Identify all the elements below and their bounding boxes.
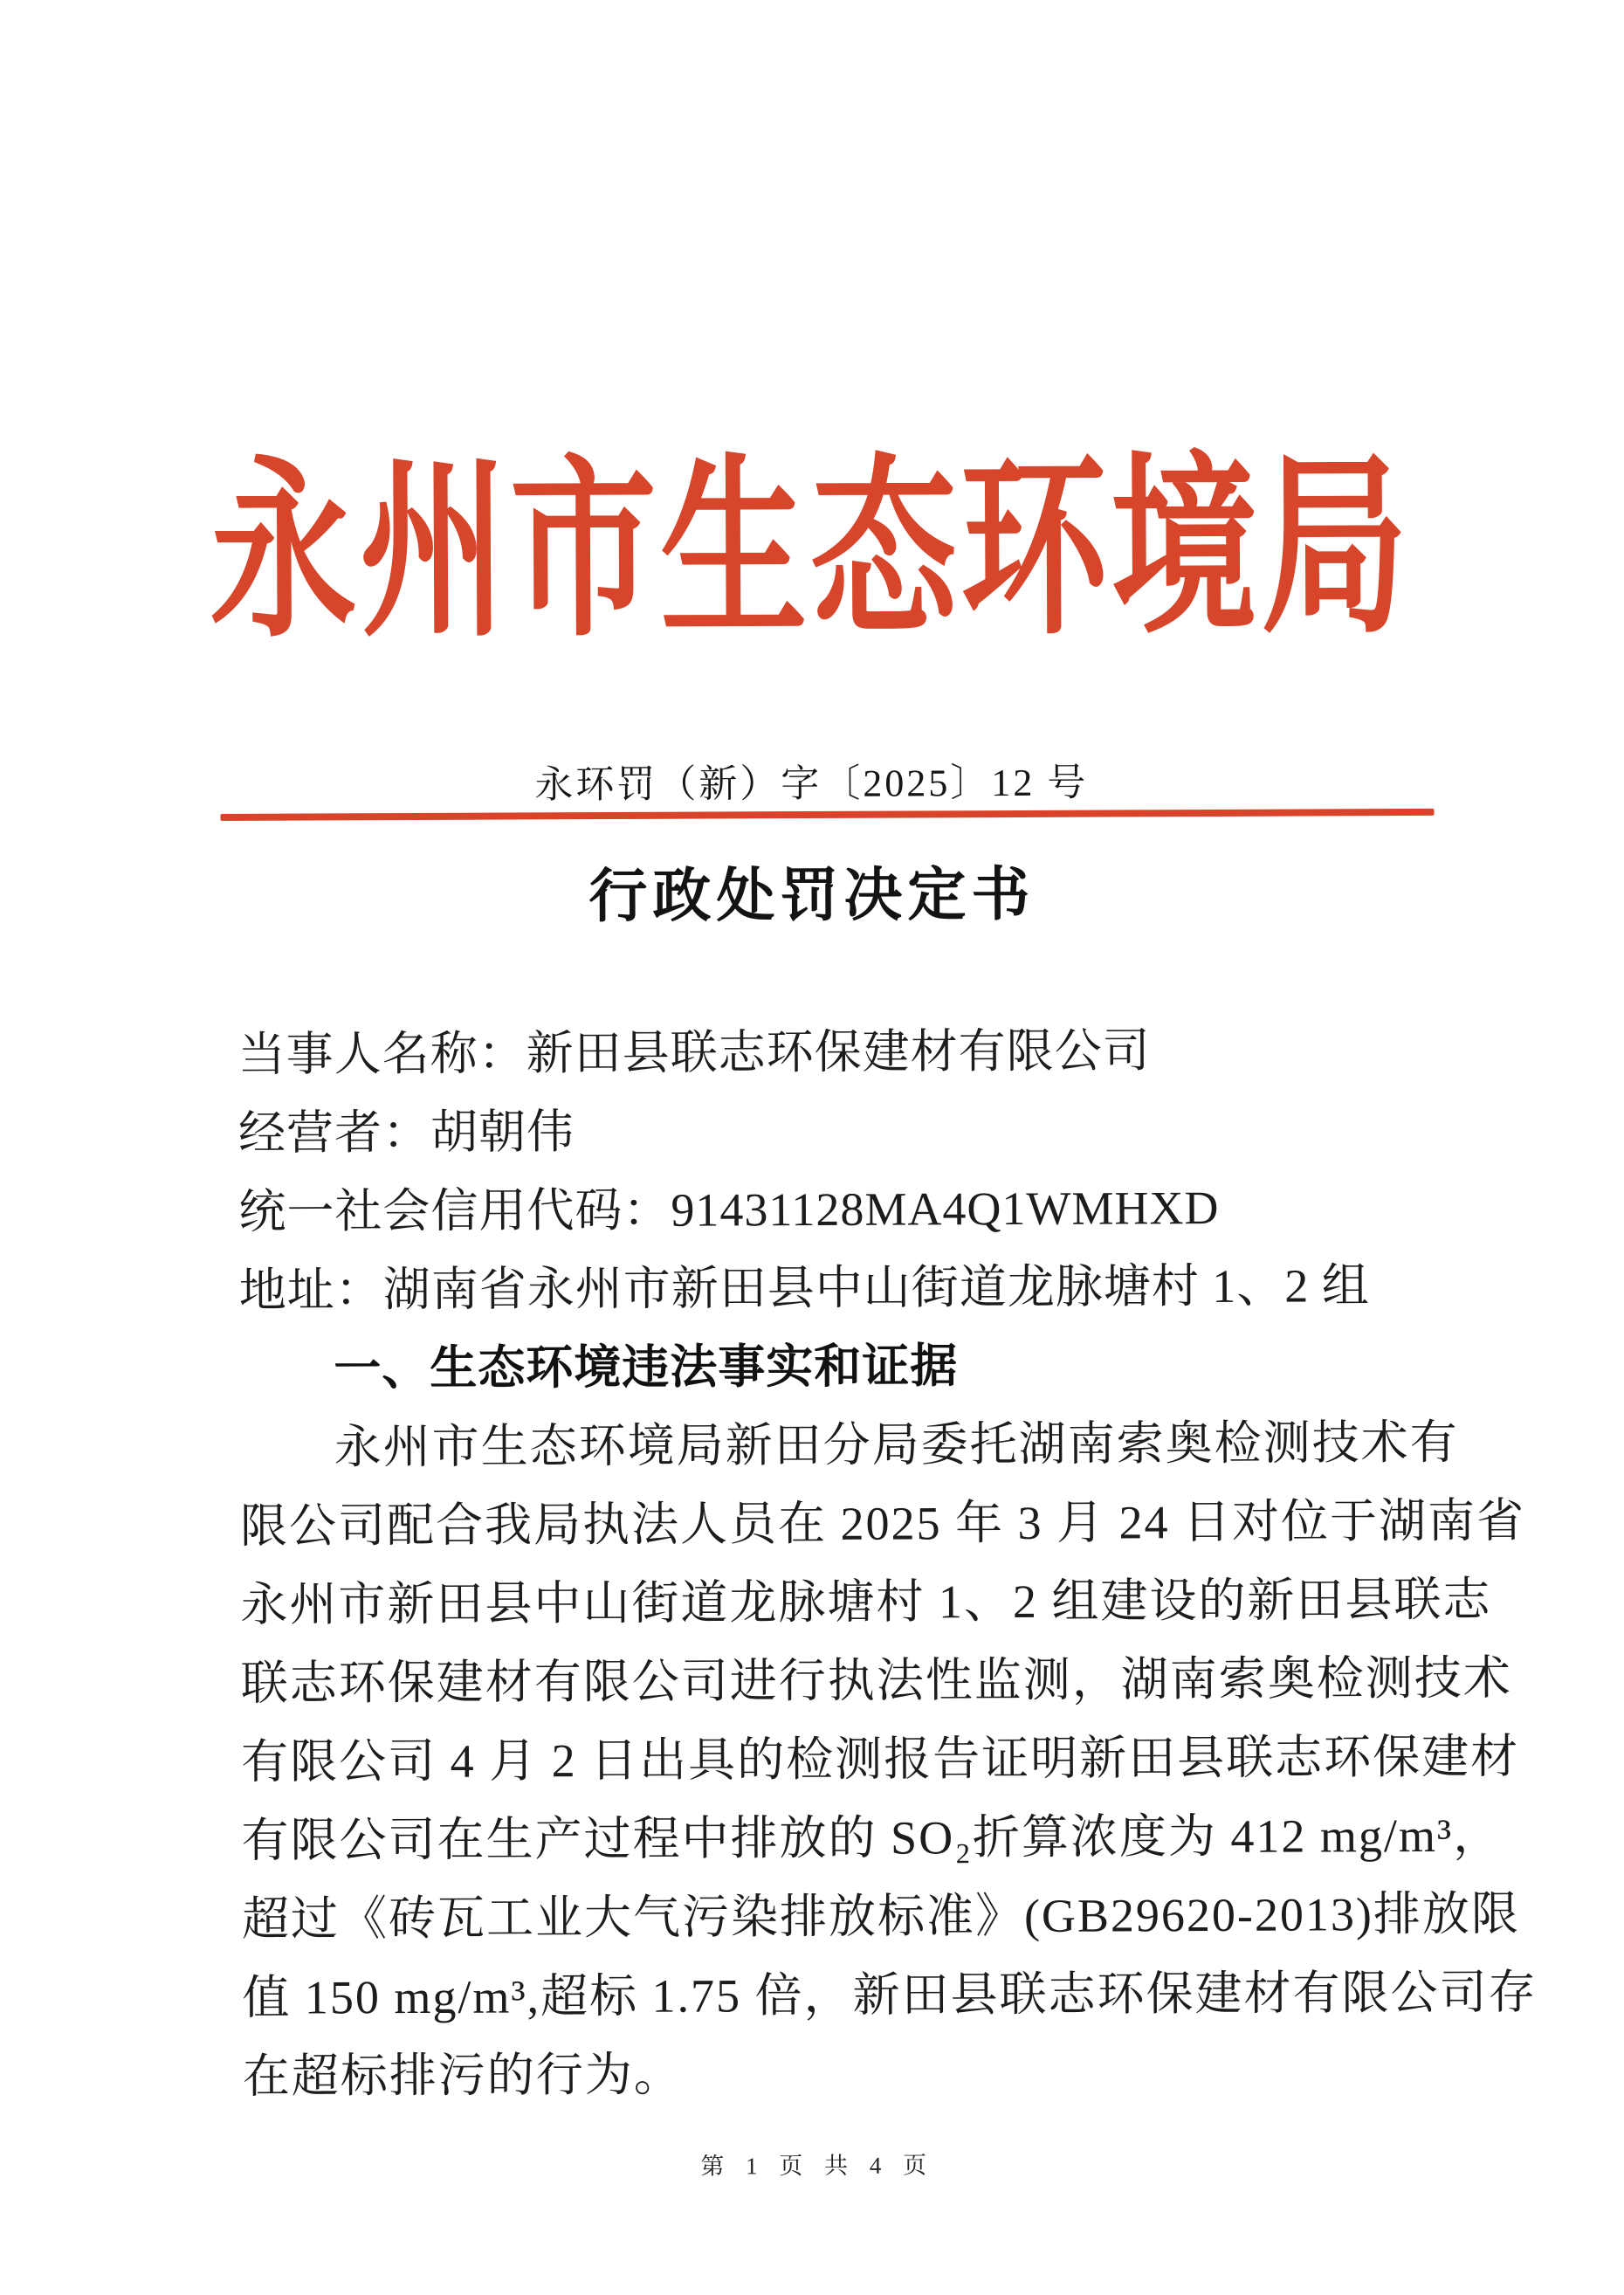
credit-code-line: 统一社会信用代码：91431128MA4Q1WMHXD — [238, 1181, 1220, 1238]
document-title: 行政处罚决定书 — [588, 862, 1036, 930]
document-body — [237, 1010, 1538, 2116]
paragraph-line: 联志环保建材有限公司进行执法性监测，湖南索奥检测技术 — [240, 1651, 1512, 1710]
paragraph-line: 永州市生态环境局新田分局委托湖南索奥检测技术有 — [334, 1416, 1459, 1474]
document-number: 永环罚（新）字〔2025〕12 号 — [534, 761, 1089, 807]
paragraph-line: 超过《砖瓦工业大气污染排放标准》(GB29620-2013)排放限 — [241, 1887, 1521, 1946]
operator-line: 经营者：胡朝伟 — [237, 1106, 575, 1160]
paragraph-line: 值 150 mg/m³,超标 1.75 倍，新田县联志环保建材有限公司存 — [242, 1966, 1538, 2024]
paragraph-line: 有限公司在生产过程中排放的 SO₂折算浓度为 412 mg/m³， — [241, 1809, 1503, 1867]
paragraph-line: 限公司配合我局执法人员在 2025 年 3 月 24 日对位于湖南省 — [239, 1494, 1526, 1553]
page-number-footer: 第 1 页 共 4 页 — [700, 2152, 935, 2180]
red-divider-rule — [220, 809, 1434, 821]
paragraph-line: 永州市新田县中山街道龙脉塘村 1、2 组建设的新田县联志 — [240, 1573, 1492, 1631]
address-line: 地址：湖南省永州市新田县中山街道龙脉塘村 1、2 组 — [238, 1259, 1370, 1317]
section-heading-facts: 一、生态环境违法事实和证据 — [334, 1340, 959, 1396]
paragraph-line: 有限公司 4 月 2 日出具的检测报告证明新田县联志环保建材 — [241, 1730, 1520, 1788]
agency-masthead: 永州市生态环境局 — [209, 441, 1412, 662]
paragraph-line: 在超标排污的行为。 — [242, 2048, 683, 2103]
party-name-line: 当事人名称：新田县联志环保建材有限公司 — [237, 1024, 1151, 1081]
